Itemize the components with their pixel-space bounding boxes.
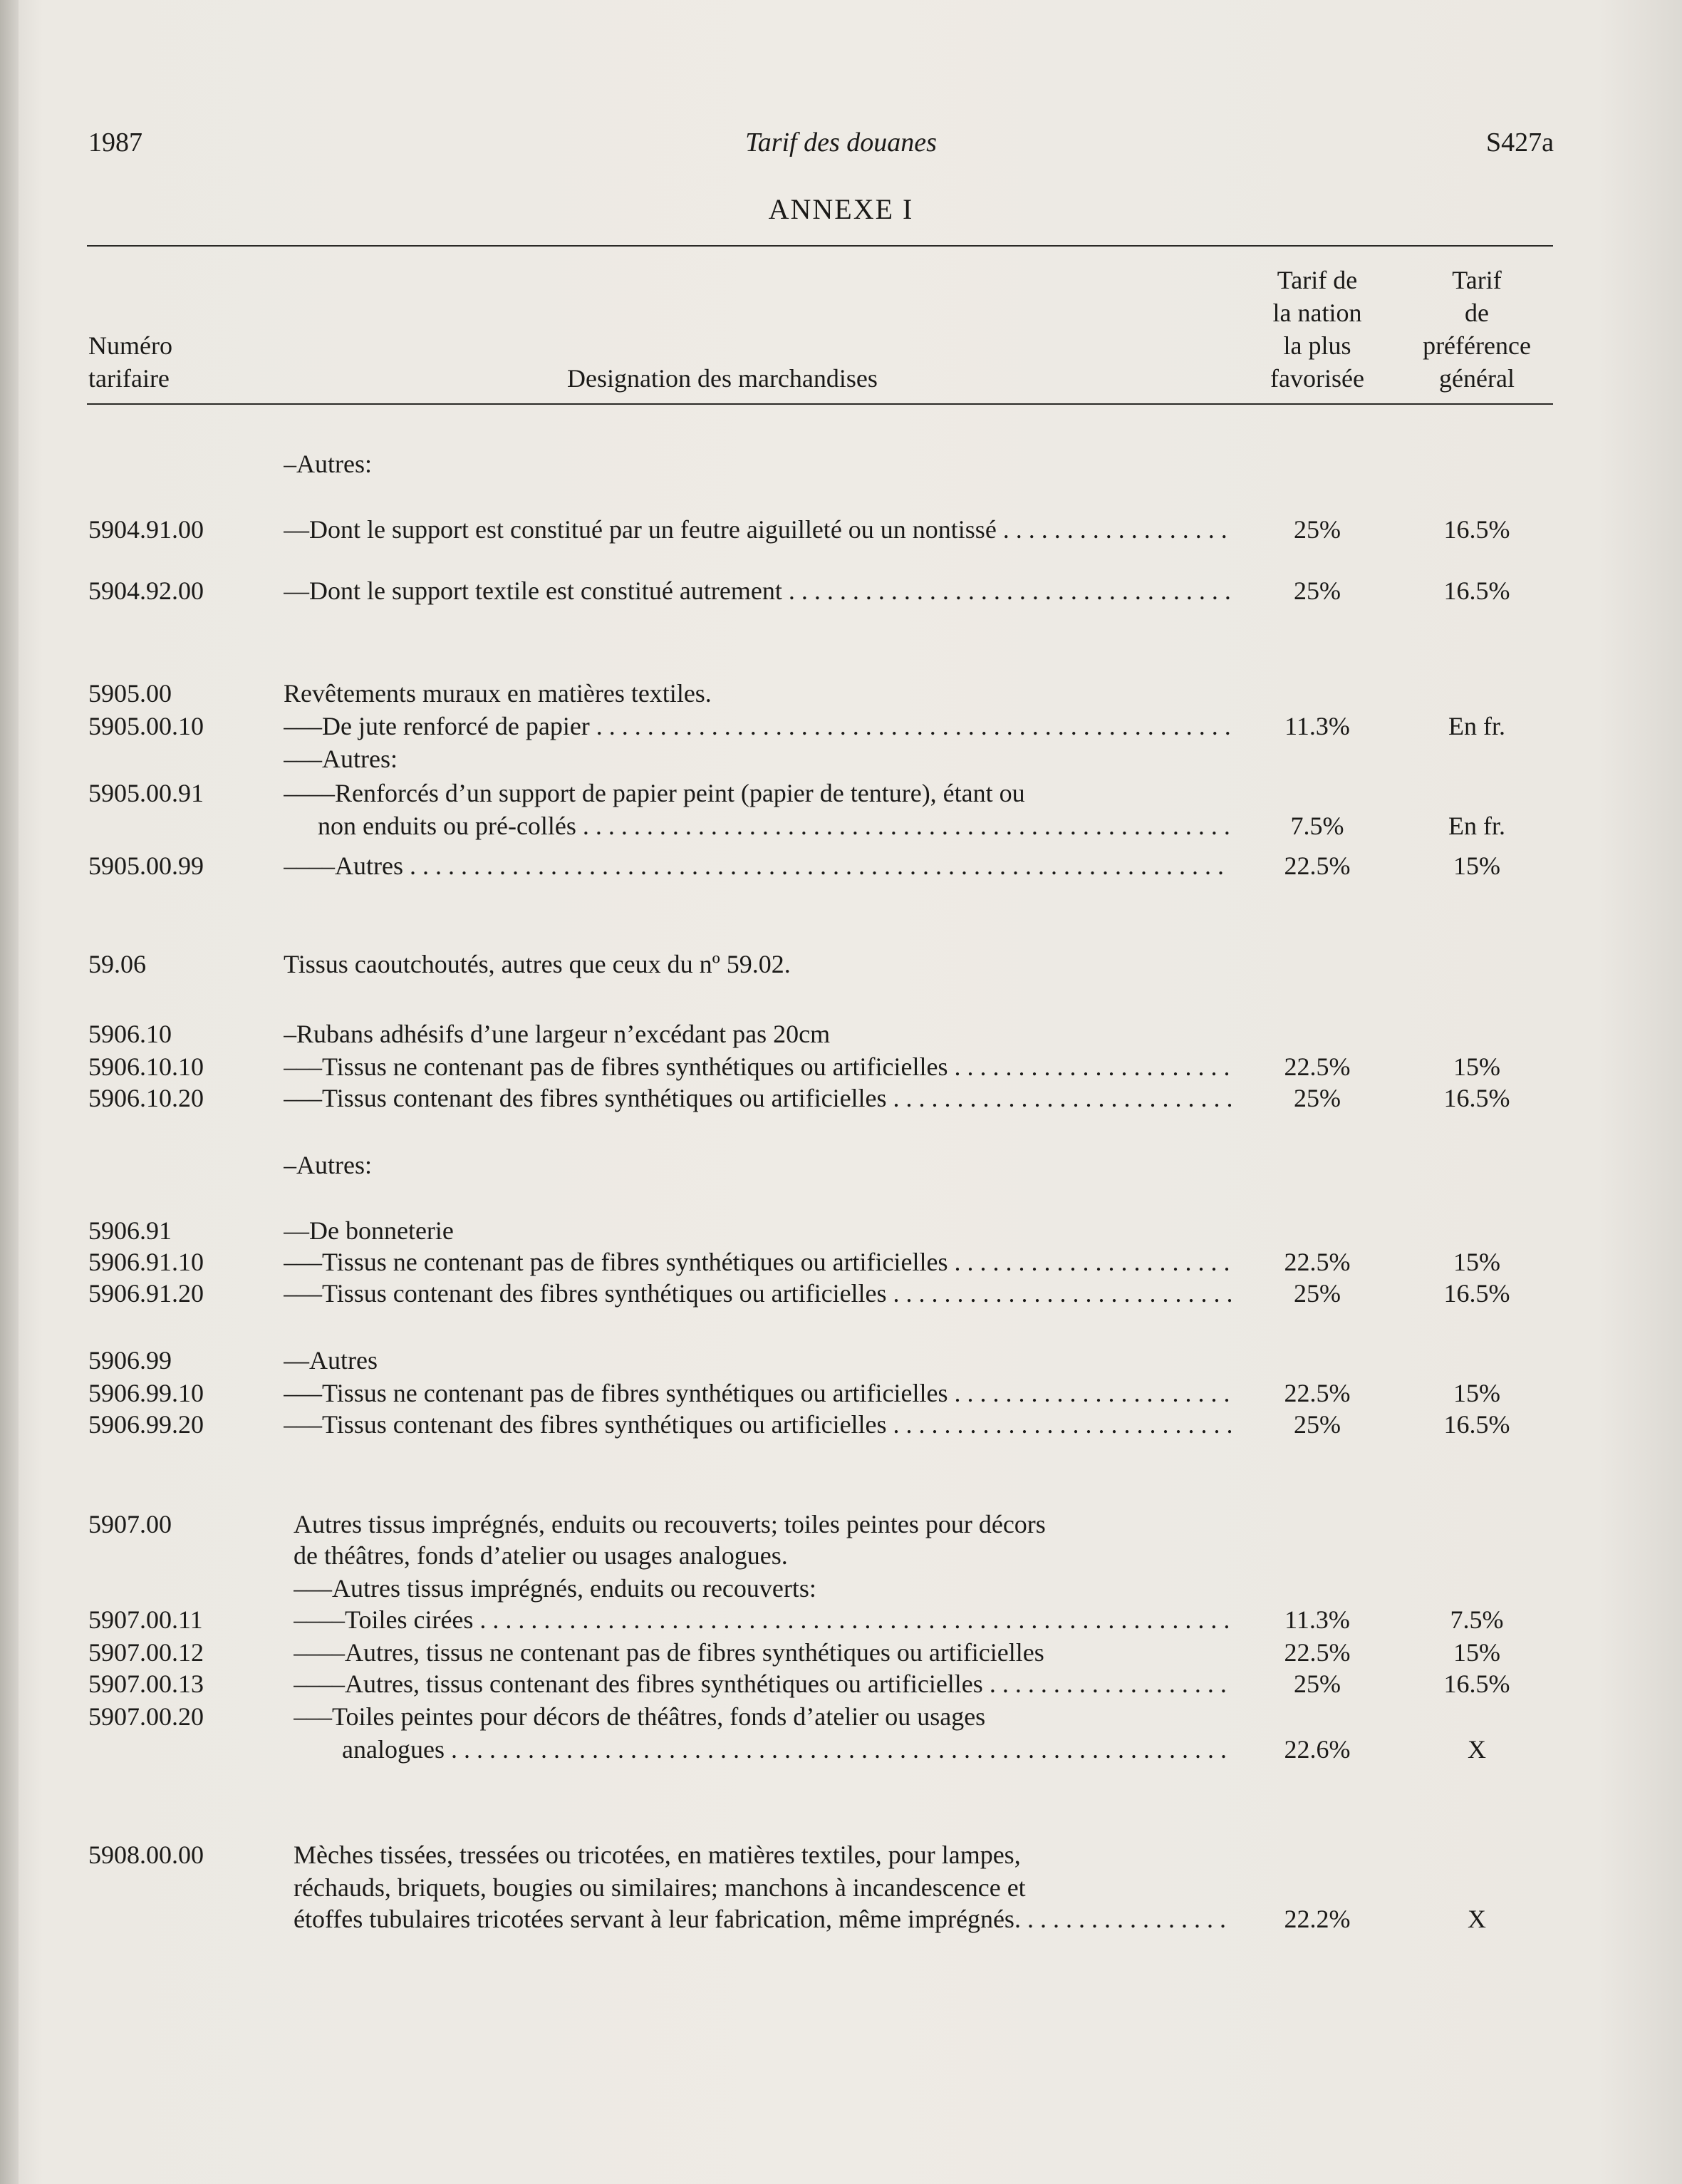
gpt-rate: 15% [1453, 1379, 1500, 1407]
gpt-rate: 15% [1453, 1638, 1500, 1667]
mfn-rate: 22.5% [1284, 852, 1351, 880]
table-row [0, 1344, 1682, 1377]
mfn-rate: 11.3% [1284, 1605, 1350, 1634]
tariff-number: 5906.99.10 [88, 1379, 204, 1407]
annex-title: ANNEXE I [768, 193, 914, 225]
goods-description: de théâtres, fonds d’atelier ou usages analogues. [294, 1541, 788, 1570]
mfn-rate: 25% [1294, 1410, 1341, 1439]
header-title: Tarif des douanes [745, 128, 937, 157]
column-header-gpt-line: général [1439, 364, 1515, 393]
tariff-number: 5907.00 [88, 1510, 172, 1538]
gpt-rate: 16.5% [1443, 1084, 1510, 1112]
goods-description: non enduits ou pré-collés . . . [318, 809, 1231, 842]
table-row [0, 1246, 1682, 1278]
gpt-rate: X [1468, 1905, 1486, 1933]
goods-description: –––Tissus ne contenant pas de fibres synthétiques ou artificielles . . . [284, 1246, 1231, 1278]
table-row [0, 447, 1682, 480]
table-row [0, 777, 1682, 809]
goods-description: –––Autres: [284, 745, 398, 773]
goods-description: –––Tissus ne contenant pas de fibres synthétiques ou artificielles . . . [284, 1377, 1231, 1409]
table-row [0, 1508, 1682, 1541]
tariff-number: 5905.00.91 [88, 779, 204, 807]
goods-description: –––Autres tissus imprégnés, enduits ou recouverts: [294, 1574, 816, 1603]
mfn-rate: 25% [1294, 1084, 1341, 1112]
header-reference: S427a [1486, 128, 1554, 157]
table-row [0, 1277, 1682, 1310]
goods-description: analogues . . . [342, 1733, 1231, 1766]
column-header-description: Designation des marchandises [567, 364, 878, 393]
gpt-rate: X [1468, 1735, 1486, 1764]
mfn-rate: 25% [1294, 515, 1341, 544]
mfn-rate: 22.6% [1284, 1735, 1351, 1764]
goods-description: —Dont le support est constitué par un feutre aiguilleté ou un nontissé . . . [284, 513, 1231, 546]
tariff-number: 5907.00.11 [88, 1605, 203, 1634]
tariff-number: 5907.00.12 [88, 1638, 204, 1667]
mfn-rate: 22.5% [1284, 1638, 1351, 1667]
column-header-number-line: Numéro [88, 331, 172, 360]
goods-description: –––Toiles peintes pour décors de théâtres, fonds d’atelier ou usages [294, 1702, 986, 1731]
goods-description: —Autres [284, 1346, 378, 1375]
goods-description: Tissus caoutchoutés, autres que ceux du nº 59.02. [284, 950, 791, 978]
table-row [0, 1700, 1682, 1733]
gpt-rate: En fr. [1448, 712, 1505, 740]
goods-description: ––––Renforcés d’un support de papier peint (papier de tenture), étant ou [284, 779, 1025, 807]
goods-description: étoffes tubulaires tricotées servant à leur fabrication, même imprégnés. . . . [294, 1903, 1231, 1935]
table-row [0, 1903, 1682, 1935]
mfn-rate: 11.3% [1284, 712, 1350, 740]
column-header-gpt-line: de [1465, 299, 1489, 327]
tariff-number: 5904.92.00 [88, 576, 204, 605]
table-row [0, 1149, 1682, 1181]
gpt-rate: 16.5% [1443, 1279, 1510, 1308]
column-header-mfn-line: la plus [1283, 331, 1351, 360]
mfn-rate: 25% [1294, 1279, 1341, 1308]
column-header-number [88, 329, 172, 395]
column-header-gpt-line: Tarif [1452, 266, 1502, 294]
goods-description: –––Tissus contenant des fibres synthétiques ou artificielles . . . [284, 1082, 1231, 1114]
table-row [0, 513, 1682, 546]
tariff-number: 5906.99 [88, 1346, 172, 1375]
header-year: 1987 [88, 128, 142, 157]
mfn-rate: 22.5% [1284, 1379, 1351, 1407]
goods-description: Mèches tissées, tressées ou tricotées, en matières textiles, pour lampes, [294, 1841, 1021, 1869]
tariff-number: 5906.10.10 [88, 1052, 204, 1081]
gpt-rate: 16.5% [1443, 1410, 1510, 1439]
tariff-number: 5905.00 [88, 679, 172, 708]
tariff-number: 5906.10.20 [88, 1084, 204, 1112]
tariff-number: 5906.10 [88, 1020, 172, 1048]
goods-description: ––––Autres, tissus contenant des fibres synthétiques ou artificielles . . . [294, 1667, 1231, 1700]
gpt-rate: En fr. [1448, 812, 1505, 840]
mfn-rate: 25% [1294, 576, 1341, 605]
tariff-number: 5904.91.00 [88, 515, 204, 544]
gpt-rate: 16.5% [1443, 515, 1510, 544]
table-row [0, 809, 1682, 842]
goods-description: –Autres: [284, 1151, 372, 1179]
gpt-rate: 16.5% [1443, 1670, 1510, 1698]
table-row [0, 1871, 1682, 1904]
goods-description: –––Tissus ne contenant pas de fibres synthétiques ou artificielles . . . [284, 1050, 1231, 1083]
column-header-number-line: tarifaire [88, 364, 170, 393]
table-row [0, 1636, 1682, 1669]
tariff-number: 5906.91.20 [88, 1279, 204, 1308]
gpt-rate: 15% [1453, 852, 1500, 880]
table-header-rule [87, 403, 1553, 405]
tariff-number: 5906.91.10 [88, 1248, 204, 1276]
column-header-gpt-line: préférence [1423, 331, 1531, 360]
gpt-rate: 7.5% [1450, 1605, 1504, 1634]
goods-description: –––De jute renforcé de papier . . . [284, 710, 1231, 742]
table-row [0, 677, 1682, 710]
table-row [0, 849, 1682, 882]
column-header-mfn-tariff [1254, 264, 1381, 395]
goods-description: –––Tissus contenant des fibres synthétiques ou artificielles . . . [284, 1408, 1231, 1441]
gpt-rate: 16.5% [1443, 576, 1510, 605]
goods-description: —Dont le support textile est constitué autrement . . . [284, 574, 1231, 607]
table-row [0, 1377, 1682, 1409]
column-header-mfn-line: Tarif de [1277, 266, 1358, 294]
table-row [0, 1050, 1682, 1083]
table-row [0, 1838, 1682, 1871]
gpt-rate: 15% [1453, 1248, 1500, 1276]
tariff-number: 5907.00.20 [88, 1702, 204, 1731]
goods-description: –––Tissus contenant des fibres synthétiques ou artificielles . . . [284, 1277, 1231, 1310]
table-row [0, 1082, 1682, 1114]
tariff-number: 5908.00.00 [88, 1841, 204, 1869]
mfn-rate: 22.5% [1284, 1052, 1351, 1081]
table-row [0, 1539, 1682, 1572]
goods-description: –Autres: [284, 450, 372, 478]
goods-description: —De bonneterie [284, 1216, 454, 1245]
column-header-gpt-tariff [1401, 264, 1553, 395]
tariff-number: 5905.00.99 [88, 852, 204, 880]
table-row [0, 1667, 1682, 1700]
table-row [0, 1214, 1682, 1247]
column-header-mfn-line: la nation [1272, 299, 1362, 327]
table-top-rule [87, 245, 1553, 247]
mfn-rate: 7.5% [1290, 812, 1344, 840]
table-row [0, 710, 1682, 742]
table-row [0, 1733, 1682, 1766]
tariff-number: 59.06 [88, 950, 146, 978]
table-row [0, 574, 1682, 607]
table-row [0, 1018, 1682, 1050]
tariff-number: 5905.00.10 [88, 712, 204, 740]
goods-description: ––––Autres, tissus ne contenant pas de fibres synthétiques ou artificielles [294, 1638, 1044, 1667]
column-header-mfn-line: favorisée [1270, 364, 1364, 393]
table-row [0, 1603, 1682, 1636]
goods-description: Autres tissus imprégnés, enduits ou recouverts; toiles peintes pour décors [294, 1510, 1046, 1538]
goods-description: ––––Toiles cirées . . . [294, 1603, 1231, 1636]
mfn-rate: 22.2% [1284, 1905, 1351, 1933]
table-row [0, 1572, 1682, 1605]
mfn-rate: 25% [1294, 1670, 1341, 1698]
table-row [0, 948, 1682, 980]
gpt-rate: 15% [1453, 1052, 1500, 1081]
table-row [0, 1408, 1682, 1441]
mfn-rate: 22.5% [1284, 1248, 1351, 1276]
table-row [0, 742, 1682, 775]
goods-description: Revêtements muraux en matières textiles. [284, 679, 712, 708]
goods-description: ––––Autres . . . [284, 849, 1231, 882]
goods-description: réchauds, briquets, bougies ou similaires; manchons à incandescence et [294, 1873, 1026, 1902]
tariff-number: 5906.91 [88, 1216, 172, 1245]
tariff-number: 5907.00.13 [88, 1670, 204, 1698]
goods-description: –Rubans adhésifs d’une largeur n’excédant pas 20cm [284, 1020, 831, 1048]
tariff-number: 5906.99.20 [88, 1410, 204, 1439]
